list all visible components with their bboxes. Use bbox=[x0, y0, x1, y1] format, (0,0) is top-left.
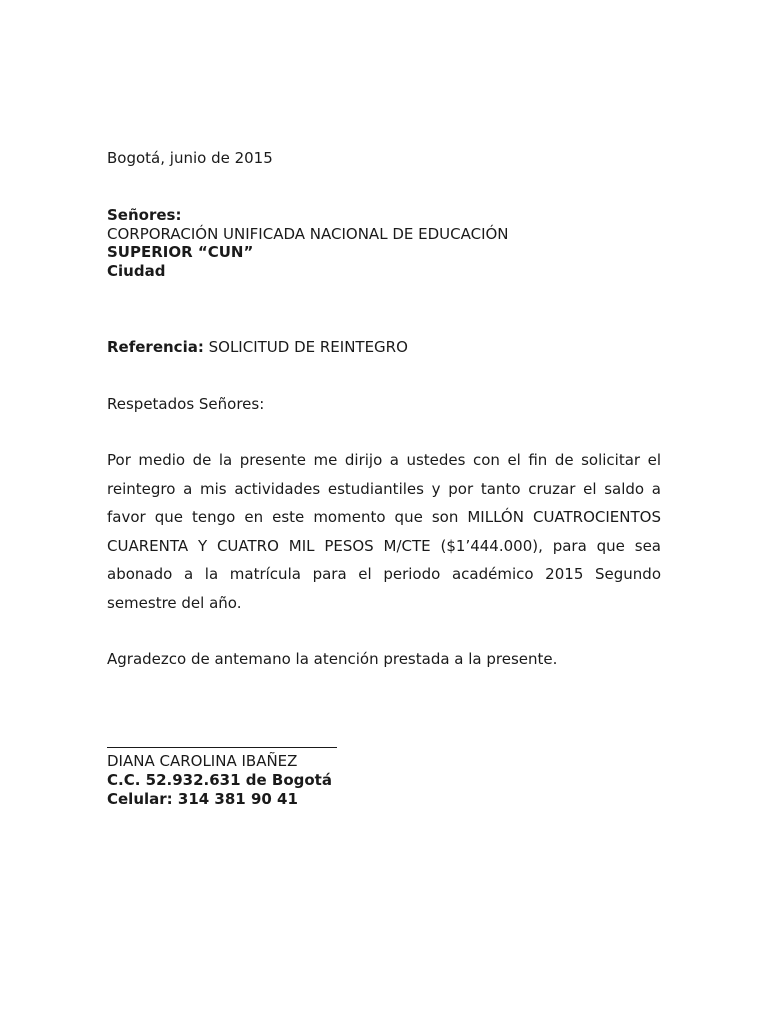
recipient-salutation-title: Señores: bbox=[107, 206, 182, 224]
closing-line: Agradezco de antemano la atención prestada a la presente. bbox=[107, 650, 558, 668]
signature-phone: Celular: 314 381 90 41 bbox=[107, 790, 298, 808]
reference-line bbox=[107, 338, 408, 357]
signature-rule bbox=[107, 747, 337, 748]
recipient-city: Ciudad bbox=[107, 262, 166, 280]
signature-name: DIANA CAROLINA IBAÑEZ bbox=[107, 752, 298, 770]
body-paragraph: Por medio de la presente me dirijo a ustedes con el fin de solicitar el reintegro a mis actividades estudiantiles y por tanto cruzar el saldo a favor que tengo en este momento que son MILLÓN CUATROCIENTOS CUARENTA Y CUATRO MIL PESOS M/CTE ($1’444.000), para que sea abonado a la matrícula para el periodo académico 2015 Segundo semestre del año. bbox=[107, 451, 661, 612]
signature-id: C.C. 52.932.631 de Bogotá bbox=[107, 771, 332, 789]
recipient-org-line-1: CORPORACIÓN UNIFICADA NACIONAL DE EDUCACIÓN bbox=[107, 225, 509, 243]
greeting: Respetados Señores: bbox=[107, 395, 265, 413]
recipient-org-line-2: SUPERIOR “CUN” bbox=[107, 243, 254, 261]
reference-label: Referencia: bbox=[107, 338, 204, 356]
date-line: Bogotá, junio de 2015 bbox=[107, 149, 273, 167]
reference-value: SOLICITUD DE REINTEGRO bbox=[208, 338, 408, 356]
